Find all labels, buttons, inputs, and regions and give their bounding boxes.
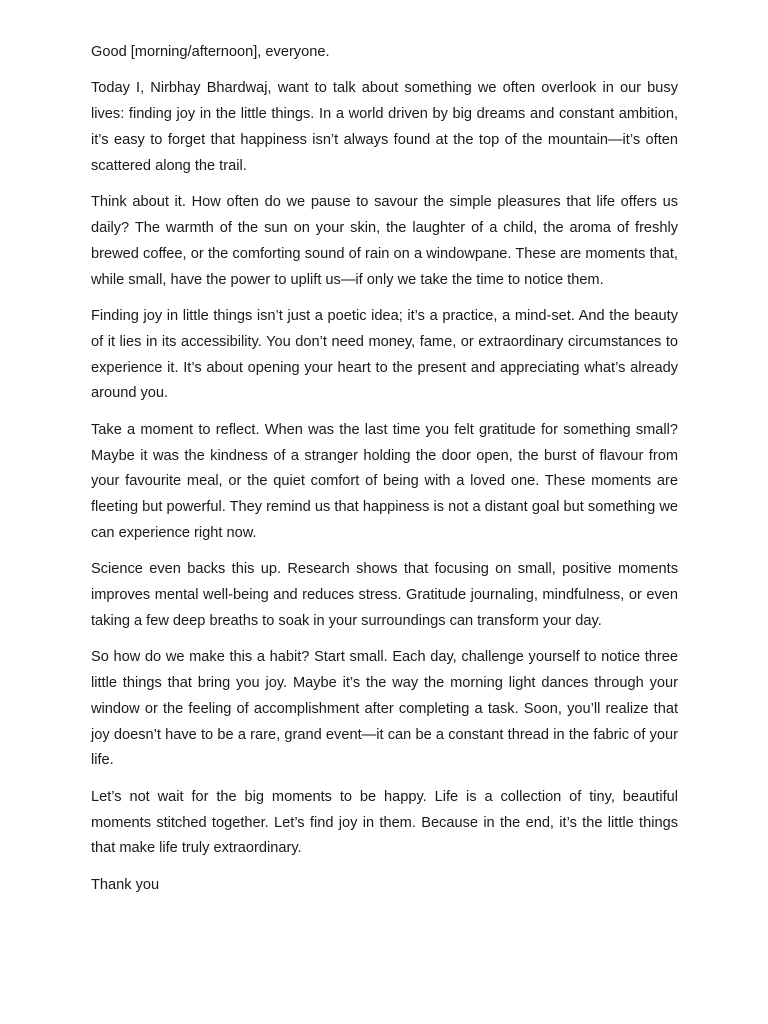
paragraph-simple-pleasures: Think about it. How often do we pause to savour the simple pleasures that life offers us daily? The warmth of the sun on your skin, the laughter of a child, the aroma of freshly brewed coffee, or the comforting sound of rain on a windowpane. These are moments that, while small, have the power to uplift us—if only we take the time to notice them.	[91, 194, 678, 288]
paragraph-reflect: Take a moment to reflect. When was the last time you felt gratitude for something small? Maybe it was the kindness of a stranger holding the door open, the burst of flavour from your favourite meal, or the quiet comfort of being with a loved one. These moments are fleeting but powerful. They remind us that happiness is not a distant goal but something we can experience right now.	[91, 421, 678, 541]
speech-body	[91, 40, 678, 899]
paragraph-intro: Today I, Nirbhay Bhardwaj, want to talk about something we often overlook in our busy lives: finding joy in the little things. In a world driven by big dreams and constant ambition, it’s easy to forget that happiness isn’t always found at the top of the mountain—it’s often scattered along the trail.	[91, 80, 678, 174]
greeting-line: Good [morning/afternoon], everyone.	[91, 44, 330, 60]
paragraph-habit: So how do we make this a habit? Start small. Each day, challenge yourself to notice three little things that bring you joy. Maybe it’s the way the morning light dances through your window or the feeling of accomplishment after completing a task. Soon, you’ll realize that joy doesn’t have to be a rare, grand event—it can be a constant thread in the fabric of your life.	[91, 649, 678, 769]
paragraph-practice: Finding joy in little things isn’t just a poetic idea; it’s a practice, a mind-set. And the beauty of it lies in its accessibility. You don’t need money, fame, or extraordinary circumstances to experience it. It’s about opening your heart to the present and appreciating what’s already around you.	[91, 307, 678, 402]
paragraph-science: Science even backs this up. Research shows that focusing on small, positive moments improves mental well-being and reduces stress. Gratitude journaling, mindfulness, or even taking a few deep breaths to soak in your surroundings can transform your day.	[91, 561, 678, 629]
closing-line: Thank you	[91, 876, 160, 893]
paragraph-conclusion: Let’s not wait for the big moments to be happy. Life is a collection of tiny, beautiful moments stitched together. Let’s find joy in them. Because in the end, it’s the little things that make life truly extraordinary.	[91, 788, 678, 857]
